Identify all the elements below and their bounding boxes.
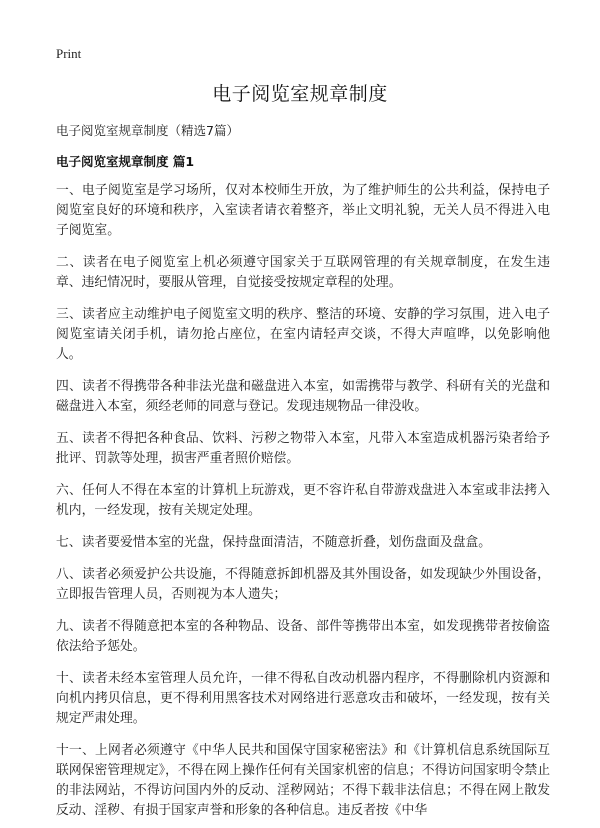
print-link[interactable]: Print bbox=[56, 46, 82, 61]
section-heading: 电子阅览室规章制度 篇1 bbox=[56, 154, 195, 169]
paragraph-6: 六、任何人不得在本室的计算机上玩游戏，更不容许私自带游戏盘进入本室或非法拷入机内，一经发现，按有关规定处理。 bbox=[56, 483, 550, 518]
paragraph-10: 十、读者未经本室管理人员允许，一律不得私自改动机器内程序，不得删除机内资源和向机内拷贝信息，更不得利用黑客技术对网络进行恶意攻击和破坏，一经发现，按有关规定严肃处理。 bbox=[56, 671, 550, 726]
paragraph-8: 八、读者必须爱护公共设施，不得随意拆卸机器及其外围设备，如发现缺少外围设备，立即报告管理人员，否则视为本人遗失； bbox=[56, 567, 550, 602]
paragraph-4: 四、读者不得携带各种非法光盘和磁盘进入本室，如需携带与教学、科研有关的光盘和磁盘进入本室，须经老师的同意与登记。发现违规物品一律没收。 bbox=[56, 379, 550, 414]
paragraph-2: 二、读者在电子阅览室上机必须遵守国家关于互联网管理的有关规章制度，在发生违章、违纪情况时，要服从管理，自觉接受按规定章程的处理。 bbox=[56, 255, 550, 290]
paragraph-3: 三、读者应主动维护电子阅览室文明的秩序、整洁的环境、安静的学习氛围，进入电子阅览室请关闭手机，请勿抢占座位，在室内请轻声交谈，不得大声喧哗，以免影响他人。 bbox=[56, 307, 550, 362]
paragraph-1: 一、电子阅览室是学习场所，仅对本校师生开放，为了维护师生的公共利益，保持电子阅览室良好的环境和秩序，入室读者请衣着整齐，举止文明礼貌，无关人员不得进入电子阅览室。 bbox=[56, 183, 550, 238]
document-body bbox=[56, 181, 550, 828]
paragraph-7: 七、读者要爱惜本室的光盘，保持盘面清洁，不随意折叠，划伤盘面及盘盒。 bbox=[56, 535, 492, 550]
document-title: 电子阅览室规章制度 bbox=[212, 83, 388, 105]
paragraph-11: 十一、上网者必须遵守《中华人民共和国保守国家秘密法》和《计算机信息系统国际互联网保密管理规定》，不得在网上操作任何有关国家机密的信息；不得访问国家明令禁止的非法网站，不得访问国内外的反动、淫秽网站；不得下载非法信息；不得在网上散发反动、淫秽、有损于国家声誉和形象的各种信息。违反者按《中华 bbox=[56, 743, 550, 818]
paragraph-9: 九、读者不得随意把本室的各种物品、设备、部件等携带出本室，如发现携带者按偷盗依法给予惩处。 bbox=[56, 619, 550, 654]
document-subtitle: 电子阅览室规章制度（精选7篇） bbox=[56, 123, 239, 138]
paragraph-5: 五、读者不得把各种食品、饮料、污秽之物带入本室，凡带入本室造成机器污染者给予批评、罚款等处理，损害严重者照价赔偿。 bbox=[56, 431, 550, 466]
